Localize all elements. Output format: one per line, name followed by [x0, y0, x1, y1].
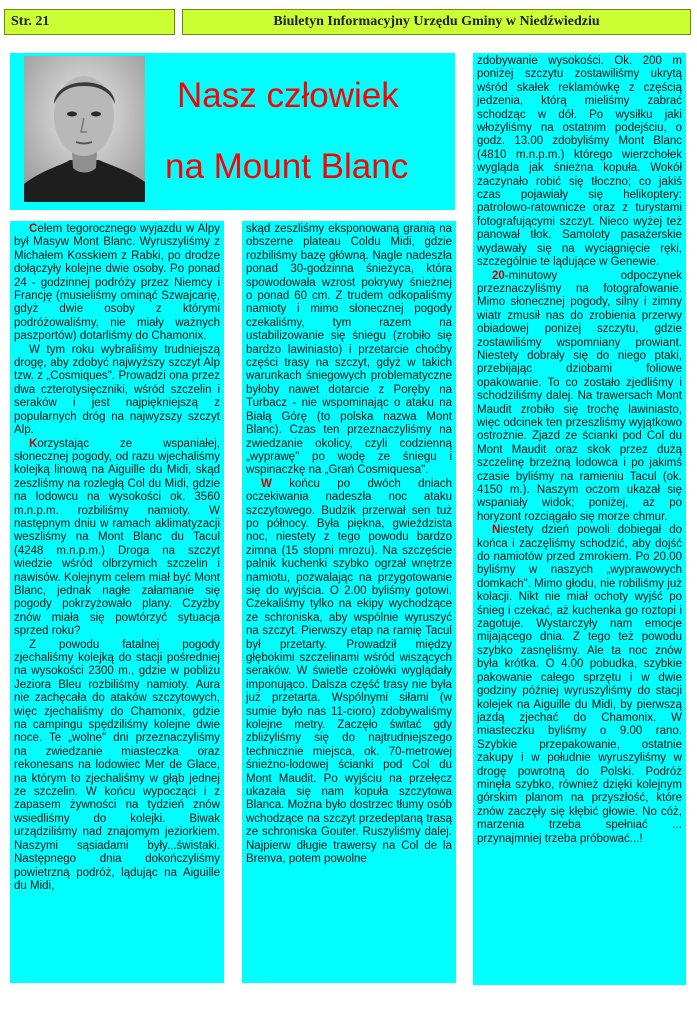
paragraph-text: W tym roku wybraliśmy trudniejszą drogę, aby zdobyć najwyższy szczyt Alp tzw. z „Cosmiques". Prowadzi ona przez dwa czterotysięczniki, wśród szczelin i seraków i jest najpiękniejszą z popularnych dróg na najwyższy szczyt Alp.: [14, 343, 220, 437]
author-photo: [24, 56, 145, 202]
paragraph-lead: K: [29, 437, 38, 450]
bulletin-title-bar: [182, 9, 691, 35]
paragraph: [14, 639, 220, 894]
bulletin-title: Biuletyn Informacyjny Urzędu Gminy w Niedźwiedziu: [273, 14, 600, 29]
paragraph: [14, 344, 220, 438]
paragraph-lead: W: [261, 477, 272, 490]
paragraph: [14, 438, 220, 639]
paragraph-text: orzystając ze wspaniałej, słonecznej pogody, od razu wjechaliśmy kolejką linową na Aiguille du Midi, skąd zeszliśmy na rozległą Col du Midi, gdzie na lodowcu na wysokości ok. 3560 m.n.p.m. rozbiliśmy namioty. W następnym dniu w ramach aklimatyzacji weszliśmy na Mont Blanc du Tacul (4248 m.n.p.m.) Droga na szczyt wiedzie wśród olbrzymich szczelin i nawisów. Kolejnym celem miał być Mont Blanc, jednak nagłe załamanie się pogody pokrzyżowało plany. Czyżby znów miała się powtórzyć sytuacja sprzed roku?: [14, 437, 220, 638]
paragraph-text: końcu po dwóch dniach oczekiwania nadeszła noc ataku szczytowego. Budzik przerwał sen tuż po północy. Była piękna, gwieździsta noc, niestety z tego powodu bardzo zimna (15 stopni mrozu). Na szczęście palnik kuchenki szybko ogrzał wnętrze namiotu, pozwalając na przygotowanie się do wyjścia. O 2.00 byliśmy gotowi. Czekaliśmy tylko na ekipy wychodzące ze schroniska, aby wspólnie wyruszyć na szczyt. Pierwszy etap na ramię Tacul był przetarty. Prowadził między głębokimi szczelinami wśród wiszących seraków. W świetle czołówki wyglądały imponująco. Dalsza część trasy nie była już przetarta. Wspólnymi siłami (w sumie było nas 11-cioro) zdobywaliśmy kolejne metry. Zaczęło świtać gdy zbliżyliśmy się do najtrudniejszego technicznie miejsca, ok. 70-metrowej śnieżno-lodowej ścianki pod Col du Mont Maudit. Po wyjściu na przełęcz ukazała się nam kopuła szczytowa Blanca. Można było dostrzec tłumy osób wchodzące na szczyt przedeptaną trasą ze schroniska Gouter. Ruszyliśmy dalej. Najpierw długie trawersy na Col de la Brenva, potem powolne: [246, 477, 452, 866]
paragraph: [477, 524, 682, 846]
paragraph-lead: N: [492, 524, 501, 537]
paragraph-lead: 20: [492, 269, 505, 282]
article-title-line-1: Nasz człowiek: [177, 76, 399, 115]
paragraph-text: elem tegorocznego wyjazdu w Alpy był Masyw Mont Blanc. Wyruszyliśmy z Michałem Kosskiem z Rabki, po drodze dołączyły kolejne dwie osoby. Po ponad 24 - godzinnej podróży przez Niemcy i Francję (musieliśmy ominąć Szwajcarię, gdyż dwie osoby z którymi podróżowaliśmy, nie miały ważnych paszportów) dotarliśmy do Chamonix.: [14, 223, 220, 343]
paragraph: [246, 478, 452, 867]
page-number-bar: [4, 9, 175, 35]
paragraph: [477, 55, 682, 270]
article-column-1: [10, 221, 224, 983]
paragraph-lead: C: [29, 223, 38, 235]
paragraph-text: iestety dzień powoli dobiegał do końca i zaczęliśmy schodzić, aby dojść do namiotów przed zmrokiem. Po 20.00 byliśmy w naszych „wyprawowych domkach". Mimo głodu, nie robiliśmy już kolacji. Nikt nie miał ochoty wyjść po śnieg i czekać, aż kuchenka go roztopi i zagotuje. Wystarczyły nam emocje mijającego dnia. Z tego też powodu szybko zasnęliśmy. Ale ta noc znów była krótka. O 4.00 pobudka, szybkie pakowanie całego sprzętu i w dwie godziny później wyruszyliśmy do stacji kolejek na Aiguille du Midi, by pierwszą jazdą zjechać do Chamonix. W miasteczku byliśmy o 9.00 rano. Szybkie przepakowanie, ostatnie zakupy i w południe wyruszyliśmy w drogę powrotną do Polski. Podróż minęła szybko, również dzięki kolejnym górskim planom na przyszłość, które znów zaczęły się kłębić głowie. No cóż, marzenia trzeba spełniać ... przynajmniej trzeba próbować...!: [477, 524, 682, 845]
paragraph-text: -minutowy odpoczynek przeznaczyliśmy na fotografowanie. Mimo słonecznej pogody, silny i zimny wiatr zmusił nas do zrobienia przerwy obiadowej poniżej szczytu, gdzie zostawiliśmy wspomniany prowiant. Niestety dobrały się do niego ptaki, przebijając dziobami foliowe opakowanie. To co zostało zjedliśmy i schodziliśmy dalej. Na trawersach Mont Maudit zrobiło się trochę lawiniasto, więc odcinek ten przeszliśmy wyjątkowo ostrożnie. Zjazd ze ścianki pod Col du Mont Maudit oraz skok przez dużą szczelinę brzeżną lodowca i po jakimś czasie byliśmy na ramieniu Tacul (ok. 4150 m.). Naszym oczom ukazał się wspaniały widok; poniżej, aż po horyzont rozciągało się morze chmur.: [477, 269, 682, 523]
paragraph-text: skąd zeszliśmy eksponowaną granią na obszerne plateau Coldu Midi, gdzie rozbiliśmy bazę główną. Nagle nadeszła ponad 30-godzinna śnieżyca, która spowodowała wzrost pokrywy śnieżnej o ponad 60 cm. Z trudem odkopaliśmy namioty i mimo słonecznej pogody czekaliśmy, tym razem na ustabilizowanie się śniegu (zrobiło się bardzo lawiniasto) i przetarcie choćby części trasy na szczyt, gdyż w takich warunkach śniegowych problematyczne byłoby nawet dotarcie z Poręby na Turbacz - nie wspominając o ataku na Białą Górę (to polska nazwa Mont Blanc). Czas ten przeznaczyliśmy na zwiedzanie okolicy, czyli codzienną „wyprawę" po wodę ze śniegu i wspinaczkę na „Grań Cosmiquesa".: [246, 223, 452, 477]
article-column-3: [473, 53, 686, 985]
paragraph-text: zdobywanie wysokości. Ok. 200 m poniżej szczytu zostawiliśmy ukrytą wśród skałek reklamówkę z częścią jedzenia, którą mieliśmy zabrać schodząc w dół. Po wysiłku jaki włożyliśmy na ostatnim podejściu, o godz. 13.00 zdobyliśmy Mont Blanc (4810 m.n.p.m.) którego wierzchołek wygląda jak śnieżna kopuła. Wokół zaczynało robić się tłoczno; co jakiś czas pojawiały się helikoptery: patrolowo-ratownicze oraz z turystami fotografującymi szczyt. Nieco wyżej też panował tłok. Samoloty pasażerskie wydawały się na wyciągnięcie ręki, szczególnie te lądujące w Genewie.: [477, 55, 682, 269]
article-column-2: [242, 221, 456, 983]
paragraph: [477, 270, 682, 525]
paragraph-text: Z powodu fatalnej pogody zjechaliśmy kolejką do stacji pośredniej na wysokości 2300 m., gdzie w pobliżu Jeziora Bleu rozbiliśmy namioty. Aura nie zachęcała do ataków szczytowych, więc zjechaliśmy do Chamonix, gdzie na campingu spędziliśmy kolejne dwie noce. Te „wolne" dni przeznaczyliśmy na zwiedzanie miasteczka oraz rekonesans na lodowiec Mer de Glace, na którym to zjechaliśmy w głąb jednej ze szczelin. W końcu wypocząci i z zapasem żywności na tydzień znów wsiedliśmy do kolejki. Biwak urządziliśmy nad znajomym jeziorkiem. Naszymi sąsiadami były...świstaki. Następnego dnia dokończyliśmy powietrzną podróż, lądując na Aiguille du Midi,: [14, 638, 220, 892]
article-title-line-2: na Mount Blanc: [165, 147, 409, 186]
paragraph: [14, 223, 220, 344]
paragraph: [246, 223, 452, 478]
page-number: Str. 21: [11, 14, 50, 29]
